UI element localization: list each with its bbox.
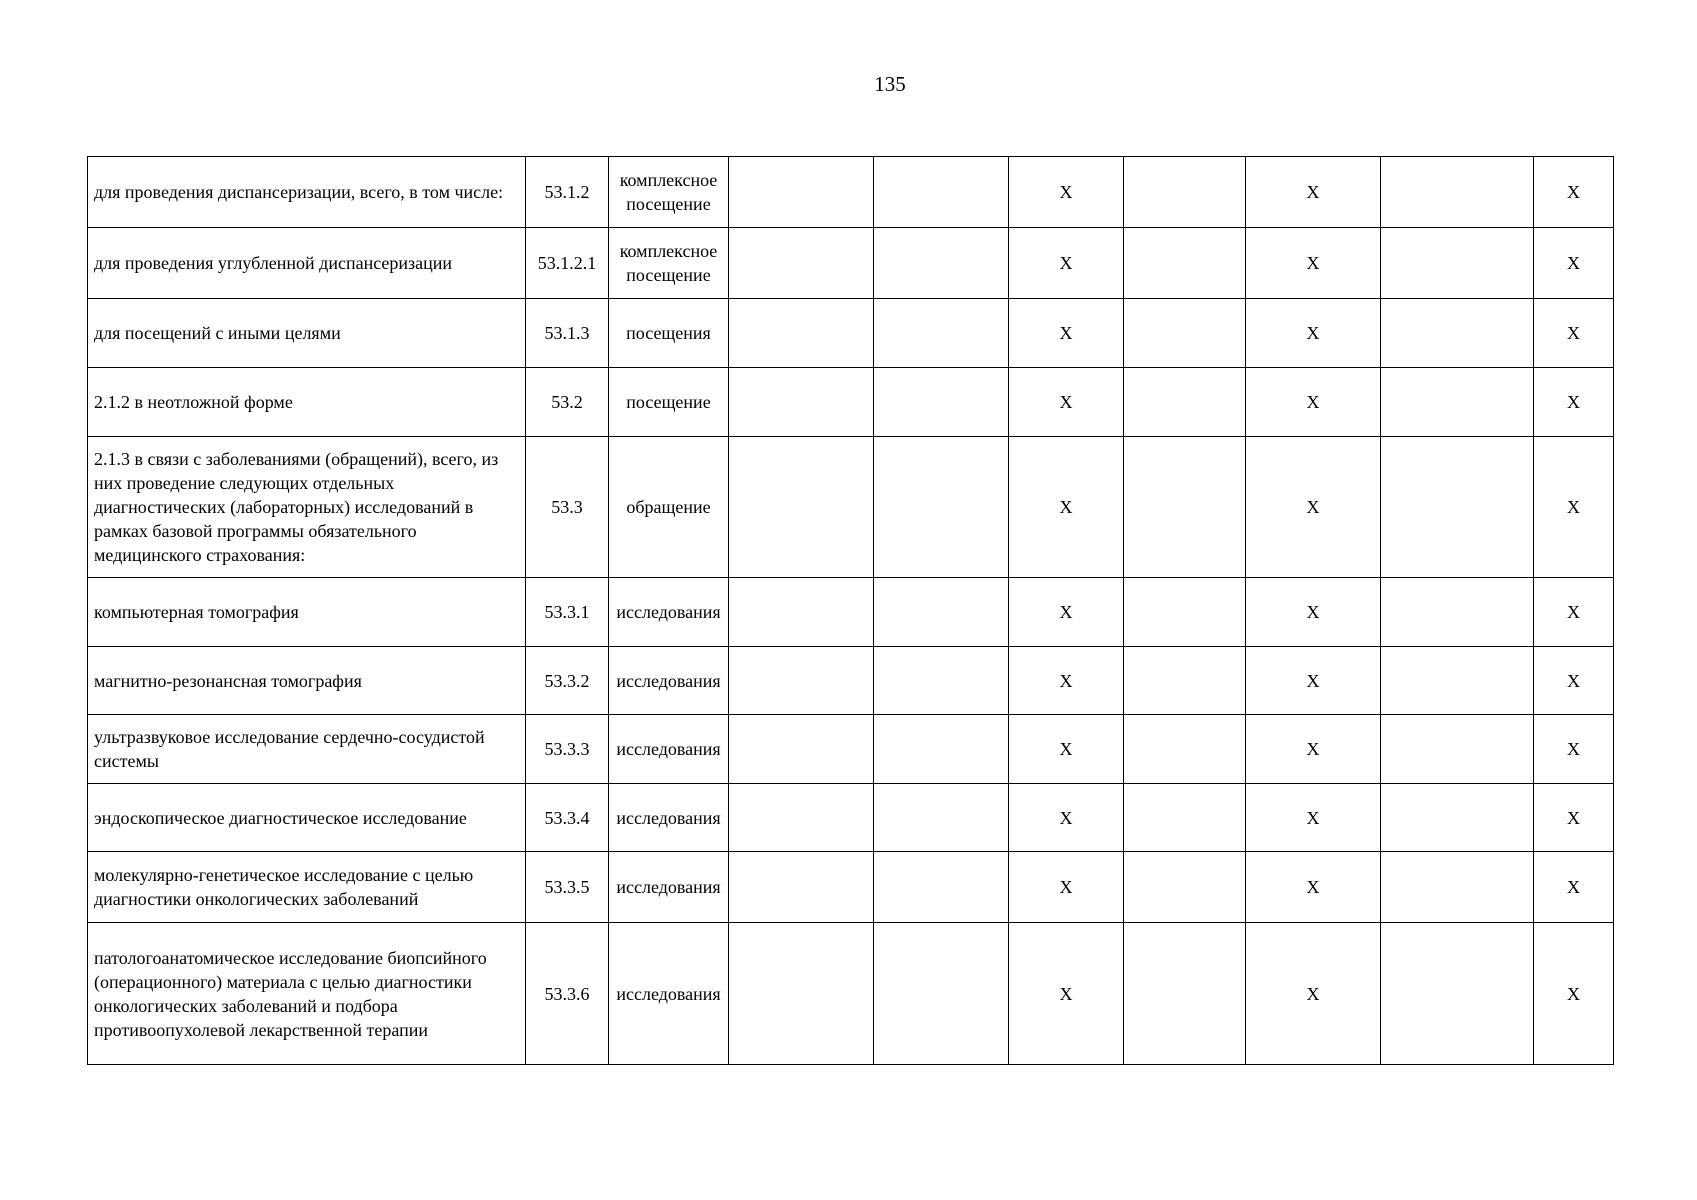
cell-col7	[1124, 228, 1246, 299]
cell-col5	[874, 852, 1009, 923]
cell-col4	[729, 852, 874, 923]
cell-col5	[874, 228, 1009, 299]
cell-col8: X	[1246, 299, 1381, 368]
cell-col7	[1124, 923, 1246, 1065]
row-unit: исследования	[609, 647, 729, 715]
table-row	[88, 578, 1614, 647]
cell-col5	[874, 715, 1009, 784]
table-row	[88, 437, 1614, 578]
row-unit: обращение	[609, 437, 729, 578]
cell-col10: X	[1534, 157, 1614, 228]
row-unit: исследования	[609, 784, 729, 852]
cell-col9	[1381, 715, 1534, 784]
row-unit: посещение	[609, 368, 729, 437]
cell-col8: X	[1246, 437, 1381, 578]
cell-col9	[1381, 852, 1534, 923]
cell-col7	[1124, 299, 1246, 368]
table-row	[88, 647, 1614, 715]
cell-col10: X	[1534, 578, 1614, 647]
table-body	[88, 157, 1614, 1065]
row-name: для проведения диспансеризации, всего, в том числе:	[88, 157, 526, 228]
cell-col8: X	[1246, 784, 1381, 852]
cell-col5	[874, 157, 1009, 228]
cell-col8: X	[1246, 578, 1381, 647]
cell-col6: X	[1009, 784, 1124, 852]
row-name: патологоанатомическое исследование биопсийного (операционного) материала с целью диагностики онкологических заболеваний и подбора противоопухолевой лекарственной терапии	[88, 923, 526, 1065]
cell-col9	[1381, 368, 1534, 437]
cell-col9	[1381, 437, 1534, 578]
cell-col9	[1381, 923, 1534, 1065]
cell-col4	[729, 578, 874, 647]
cell-col5	[874, 368, 1009, 437]
cell-col8: X	[1246, 647, 1381, 715]
cell-col4	[729, 228, 874, 299]
row-name: ультразвуковое исследование сердечно-сосудистой системы	[88, 715, 526, 784]
cell-col4	[729, 784, 874, 852]
table-row	[88, 368, 1614, 437]
cell-col7	[1124, 578, 1246, 647]
row-code: 53.3.3	[526, 715, 609, 784]
cell-col10: X	[1534, 228, 1614, 299]
row-code: 53.3	[526, 437, 609, 578]
data-table	[87, 156, 1614, 1065]
cell-col10: X	[1534, 923, 1614, 1065]
cell-col4	[729, 368, 874, 437]
cell-col10: X	[1534, 852, 1614, 923]
row-name: для посещений с иными целями	[88, 299, 526, 368]
cell-col8: X	[1246, 368, 1381, 437]
cell-col6: X	[1009, 578, 1124, 647]
row-unit: исследования	[609, 852, 729, 923]
row-unit: исследования	[609, 578, 729, 647]
row-unit: исследования	[609, 715, 729, 784]
cell-col7	[1124, 715, 1246, 784]
cell-col7	[1124, 437, 1246, 578]
row-name: эндоскопическое диагностическое исследование	[88, 784, 526, 852]
cell-col5	[874, 437, 1009, 578]
cell-col4	[729, 647, 874, 715]
cell-col6: X	[1009, 923, 1124, 1065]
row-name: 2.1.2 в неотложной форме	[88, 368, 526, 437]
cell-col7	[1124, 784, 1246, 852]
cell-col5	[874, 923, 1009, 1065]
row-unit: комплексное посещение	[609, 228, 729, 299]
row-unit: исследования	[609, 923, 729, 1065]
row-code: 53.3.4	[526, 784, 609, 852]
cell-col9	[1381, 647, 1534, 715]
table-row	[88, 157, 1614, 228]
row-code: 53.1.3	[526, 299, 609, 368]
cell-col7	[1124, 647, 1246, 715]
cell-col6: X	[1009, 157, 1124, 228]
cell-col8: X	[1246, 923, 1381, 1065]
cell-col9	[1381, 157, 1534, 228]
row-name: 2.1.3 в связи с заболеваниями (обращений), всего, из них проведение следующих отдельных диагностических (лабораторных) исследований в рамках базовой программы обязательного медицинского страхования:	[88, 437, 526, 578]
row-unit: посещения	[609, 299, 729, 368]
cell-col10: X	[1534, 647, 1614, 715]
row-unit: комплексное посещение	[609, 157, 729, 228]
table-row	[88, 299, 1614, 368]
cell-col9	[1381, 299, 1534, 368]
page-number: 135	[874, 72, 906, 96]
cell-col4	[729, 157, 874, 228]
table-row	[88, 852, 1614, 923]
row-name: для проведения углубленной диспансеризации	[88, 228, 526, 299]
cell-col7	[1124, 157, 1246, 228]
cell-col4	[729, 299, 874, 368]
row-name: молекулярно-генетическое исследование с целью диагностики онкологических заболеваний	[88, 852, 526, 923]
cell-col6: X	[1009, 368, 1124, 437]
cell-col10: X	[1534, 368, 1614, 437]
cell-col6: X	[1009, 647, 1124, 715]
cell-col10: X	[1534, 784, 1614, 852]
cell-col4	[729, 715, 874, 784]
cell-col5	[874, 784, 1009, 852]
cell-col6: X	[1009, 228, 1124, 299]
cell-col9	[1381, 228, 1534, 299]
row-code: 53.3.6	[526, 923, 609, 1065]
cell-col9	[1381, 784, 1534, 852]
cell-col10: X	[1534, 715, 1614, 784]
row-code: 53.3.2	[526, 647, 609, 715]
cell-col5	[874, 647, 1009, 715]
cell-col5	[874, 578, 1009, 647]
cell-col8: X	[1246, 852, 1381, 923]
row-code: 53.1.2	[526, 157, 609, 228]
cell-col8: X	[1246, 228, 1381, 299]
cell-col10: X	[1534, 299, 1614, 368]
cell-col4	[729, 437, 874, 578]
table-row	[88, 923, 1614, 1065]
table-row	[88, 784, 1614, 852]
cell-col7	[1124, 368, 1246, 437]
cell-col6: X	[1009, 715, 1124, 784]
row-code: 53.3.5	[526, 852, 609, 923]
table-row	[88, 715, 1614, 784]
cell-col4	[729, 923, 874, 1065]
cell-col9	[1381, 578, 1534, 647]
cell-col6: X	[1009, 437, 1124, 578]
row-name: магнитно-резонансная томография	[88, 647, 526, 715]
row-name: компьютерная томография	[88, 578, 526, 647]
cell-col8: X	[1246, 157, 1381, 228]
cell-col8: X	[1246, 715, 1381, 784]
cell-col5	[874, 299, 1009, 368]
cell-col7	[1124, 852, 1246, 923]
row-code: 53.1.2.1	[526, 228, 609, 299]
table-row	[88, 228, 1614, 299]
row-code: 53.3.1	[526, 578, 609, 647]
cell-col6: X	[1009, 299, 1124, 368]
cell-col10: X	[1534, 437, 1614, 578]
row-code: 53.2	[526, 368, 609, 437]
cell-col6: X	[1009, 852, 1124, 923]
